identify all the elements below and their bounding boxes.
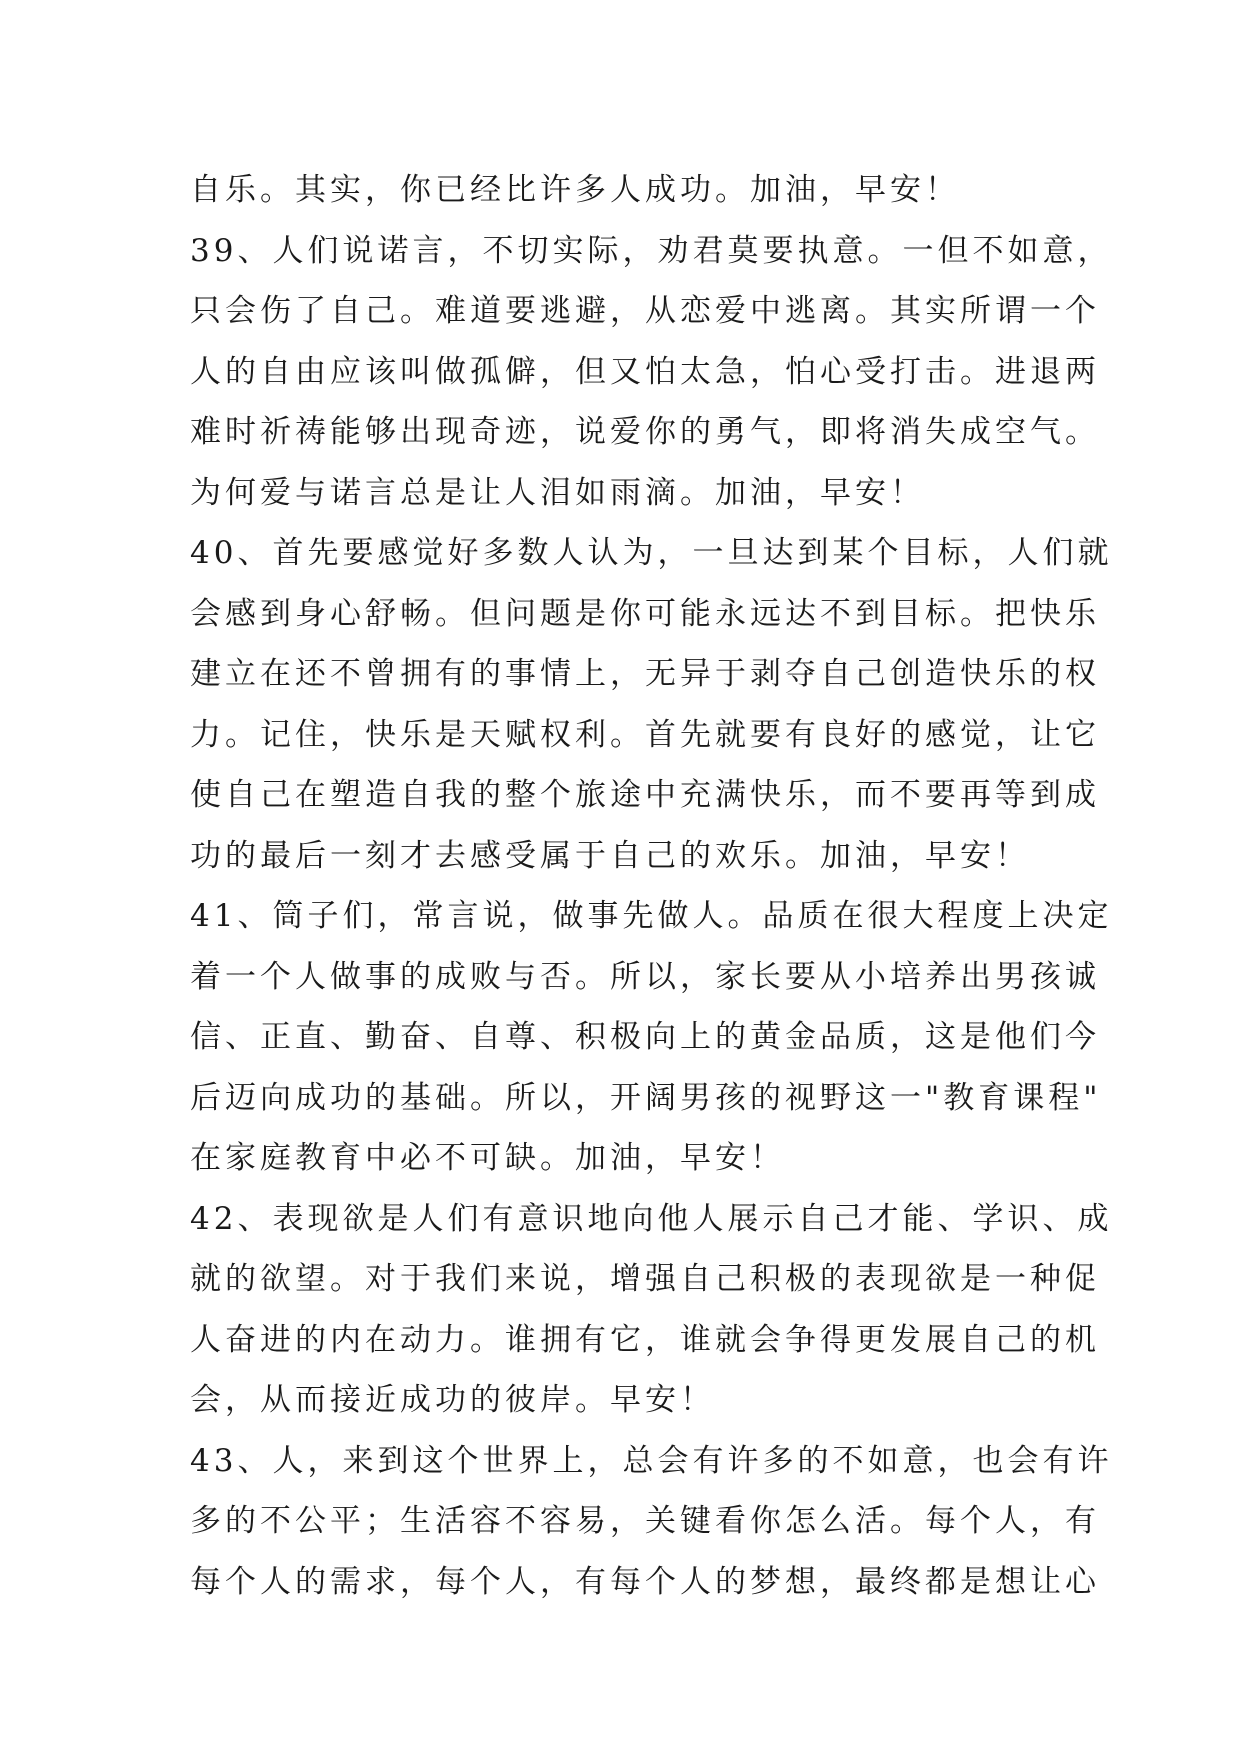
text-line: 43、人，来到这个世界上，总会有许多的不如意，也会有许: [190, 1442, 1113, 1479]
text-line: 难时祈祷能够出现奇迹，说爱你的勇气，即将消失成空气。: [190, 414, 1100, 450]
document-body: [190, 160, 1113, 1612]
text-line: 功的最后一刻才去感受属于自己的欢乐。加油，早安！: [190, 837, 1030, 874]
text-line: 40、首先要感觉好多数人认为，一旦达到某个目标，人们就: [190, 535, 1113, 571]
text-line: 每个人的需求，每个人，有每个人的梦想，最终都是想让心: [190, 1563, 1100, 1600]
text-line: 人的自由应该叫做孤僻，但又怕太急，怕心受打击。进退两: [190, 353, 1100, 390]
text-line: 39、人们说诺言，不切实际，劝君莫要执意。一但不如意，: [190, 232, 1113, 269]
text-line: 人奋进的内在动力。谁拥有它，谁就会争得更发展自己的机: [190, 1321, 1100, 1358]
text-line: 力。记住，快乐是天赋权利。首先就要有良好的感觉，让它: [190, 716, 1100, 753]
text-line: 为何爱与诺言总是让人泪如雨滴。加油，早安！: [190, 474, 925, 511]
text-line: 会感到身心舒畅。但问题是你可能永远达不到目标。把快乐: [190, 595, 1100, 632]
text-line: 使自己在塑造自我的整个旅途中充满快乐，而不要再等到成: [190, 777, 1100, 813]
text-line: 着一个人做事的成败与否。所以，家长要从小培养出男孩诚: [190, 958, 1100, 995]
text-line: 建立在还不曾拥有的事情上，无异于剥夺自己创造快乐的权: [190, 656, 1100, 692]
text-line: 后迈向成功的基础。所以，开阔男孩的视野这一"教育课程": [190, 1079, 1102, 1116]
text-line: 41、筒子们，常言说，做事先做人。品质在很大程度上决定: [190, 898, 1113, 934]
text-line: 信、正直、勤奋、自尊、积极向上的黄金品质，这是他们今: [190, 1019, 1100, 1055]
text-line: 自乐。其实，你已经比许多人成功。加油，早安！: [190, 172, 960, 208]
text-line: 42、表现欲是人们有意识地向他人展示自己才能、学识、成: [190, 1200, 1113, 1237]
text-line: 只会伤了自己。难道要逃避，从恋爱中逃离。其实所谓一个: [190, 293, 1100, 329]
text-line: 就的欲望。对于我们来说，增强自己积极的表现欲是一种促: [190, 1261, 1100, 1297]
text-line: 在家庭教育中必不可缺。加油，早安！: [190, 1140, 785, 1176]
text-line: 会，从而接近成功的彼岸。早安！: [190, 1382, 715, 1418]
text-line: 多的不公平；生活容不容易，关键看你怎么活。每个人，有: [190, 1503, 1100, 1539]
